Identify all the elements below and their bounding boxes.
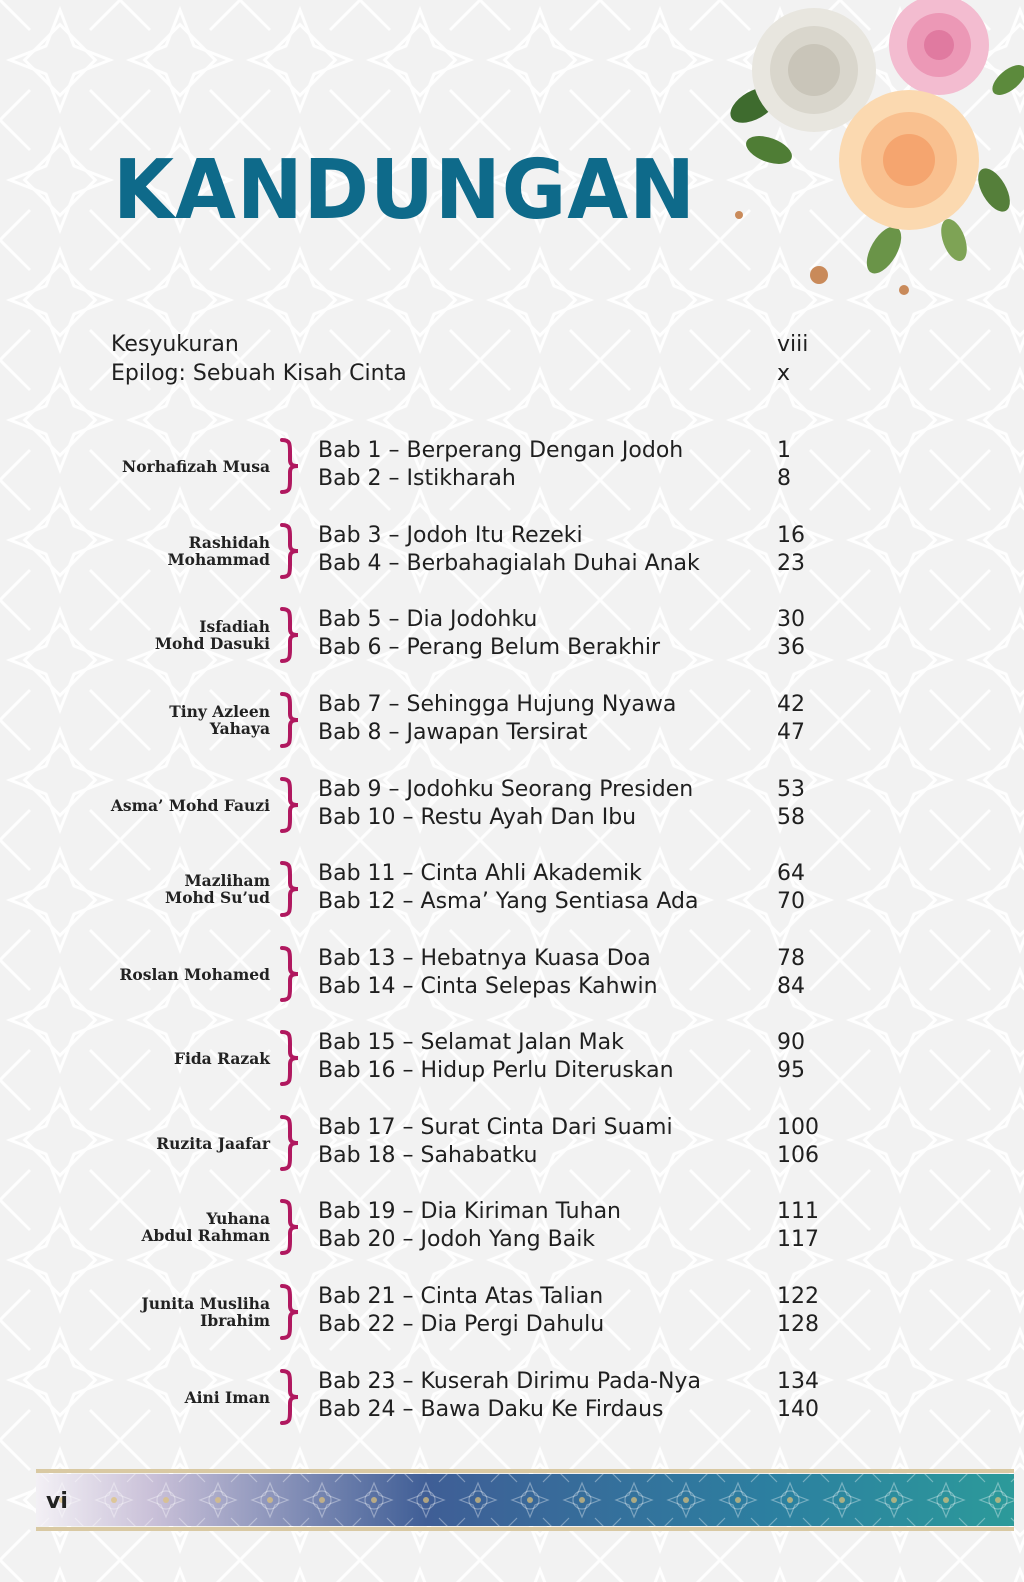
floral-roses-icon bbox=[694, 0, 1024, 330]
chapter-group bbox=[0, 1113, 1024, 1173]
chapter-title: Bab 10 – Restu Ayah Dan Ibu bbox=[318, 805, 637, 830]
chapter-page: 16 bbox=[777, 523, 805, 548]
chapter-group bbox=[0, 1367, 1024, 1427]
author-line: Yahaya bbox=[209, 719, 270, 738]
author-line: Junita Musliha bbox=[141, 1294, 270, 1313]
curly-brace-icon bbox=[276, 1199, 302, 1255]
chapter-title: Bab 6 – Perang Belum Berakhir bbox=[318, 635, 661, 660]
chapter-page: 47 bbox=[777, 720, 805, 745]
chapter-title: Bab 24 – Bawa Daku Ke Firdaus bbox=[318, 1397, 664, 1422]
curly-brace-icon bbox=[276, 946, 302, 1002]
chapter-page: 122 bbox=[777, 1284, 819, 1309]
chapter-page: 106 bbox=[777, 1143, 819, 1168]
chapter-group bbox=[0, 1028, 1024, 1088]
author-name bbox=[70, 859, 270, 919]
chapter-title: Bab 12 – Asma’ Yang Sentiasa Ada bbox=[318, 889, 699, 914]
chapter-group bbox=[0, 436, 1024, 496]
author-line: Mohammad bbox=[167, 550, 270, 569]
curly-brace-icon bbox=[276, 692, 302, 748]
chapter-title: Bab 18 – Sahabatku bbox=[318, 1143, 538, 1168]
chapter-page: 30 bbox=[777, 607, 805, 632]
chapter-group bbox=[0, 859, 1024, 919]
chapter-title: Bab 11 – Cinta Ahli Akademik bbox=[318, 861, 642, 886]
chapter-title: Bab 9 – Jodohku Seorang Presiden bbox=[318, 777, 694, 802]
curly-brace-icon bbox=[276, 438, 302, 494]
chapter-title: Bab 15 – Selamat Jalan Mak bbox=[318, 1030, 624, 1055]
chapter-title: Bab 3 – Jodoh Itu Rezeki bbox=[318, 523, 583, 548]
chapter-title: Bab 17 – Surat Cinta Dari Suami bbox=[318, 1115, 673, 1140]
chapter-title: Bab 8 – Jawapan Tersirat bbox=[318, 720, 588, 745]
author-name bbox=[70, 1367, 270, 1427]
author-line: Ruzita Jaafar bbox=[156, 1133, 270, 1153]
chapter-title: Bab 7 – Sehingga Hujung Nyawa bbox=[318, 692, 677, 717]
chapter-title: Bab 1 – Berperang Dengan Jodoh bbox=[318, 438, 684, 463]
chapter-page: 8 bbox=[777, 466, 791, 491]
chapter-title: Bab 21 – Cinta Atas Talian bbox=[318, 1284, 604, 1309]
chapter-title: Bab 4 – Berbahagialah Duhai Anak bbox=[318, 551, 700, 576]
author-line: Roslan Mohamed bbox=[119, 964, 270, 984]
author-line: Yuhana bbox=[206, 1209, 270, 1228]
chapter-page: 70 bbox=[777, 889, 805, 914]
author-line: Ibrahim bbox=[200, 1311, 270, 1330]
author-line: Isfadiah bbox=[199, 617, 270, 636]
chapter-page: 64 bbox=[777, 861, 805, 886]
curly-brace-icon bbox=[276, 777, 302, 833]
author-name bbox=[70, 775, 270, 835]
front-matter-page: x bbox=[777, 361, 791, 386]
curly-brace-icon bbox=[276, 1030, 302, 1086]
front-matter-row bbox=[111, 330, 831, 359]
author-name bbox=[70, 1028, 270, 1088]
author-name bbox=[70, 1113, 270, 1173]
author-name bbox=[70, 1282, 270, 1342]
curly-brace-icon bbox=[276, 607, 302, 663]
curly-brace-icon bbox=[276, 1115, 302, 1171]
chapter-title: Bab 14 – Cinta Selepas Kahwin bbox=[318, 974, 658, 999]
chapter-group bbox=[0, 775, 1024, 835]
chapter-page: 117 bbox=[777, 1227, 819, 1252]
author-line: Abdul Rahman bbox=[141, 1226, 270, 1245]
author-line: Mohd Dasuki bbox=[154, 634, 270, 653]
author-line: Fida Razak bbox=[173, 1048, 270, 1068]
chapter-title: Bab 19 – Dia Kiriman Tuhan bbox=[318, 1199, 621, 1224]
chapter-title: Bab 5 – Dia Jodohku bbox=[318, 607, 538, 632]
chapter-page: 140 bbox=[777, 1397, 819, 1422]
front-matter bbox=[111, 330, 831, 388]
chapter-page: 1 bbox=[777, 438, 791, 463]
chapter-group bbox=[0, 521, 1024, 581]
chapter-page: 134 bbox=[777, 1369, 819, 1394]
author-name bbox=[70, 690, 270, 750]
author-name bbox=[70, 944, 270, 1004]
chapter-page: 53 bbox=[777, 777, 805, 802]
author-line: Rashidah bbox=[188, 533, 270, 552]
chapter-page: 58 bbox=[777, 805, 805, 830]
curly-brace-icon bbox=[276, 861, 302, 917]
curly-brace-icon bbox=[276, 1284, 302, 1340]
chapter-page: 128 bbox=[777, 1312, 819, 1337]
front-matter-label: Kesyukuran bbox=[111, 332, 239, 357]
chapter-page: 100 bbox=[777, 1115, 819, 1140]
chapter-title: Bab 23 – Kuserah Dirimu Pada-Nya bbox=[318, 1369, 701, 1394]
chapter-page: 42 bbox=[777, 692, 805, 717]
chapter-page: 84 bbox=[777, 974, 805, 999]
author-name bbox=[70, 521, 270, 581]
footer-pattern-band bbox=[36, 1469, 1014, 1531]
front-matter-page: viii bbox=[777, 332, 809, 357]
chapter-title: Bab 16 – Hidup Perlu Diteruskan bbox=[318, 1058, 674, 1083]
chapter-page: 36 bbox=[777, 635, 805, 660]
chapter-group bbox=[0, 1197, 1024, 1257]
author-name bbox=[70, 605, 270, 665]
chapter-title: Bab 2 – Istikharah bbox=[318, 466, 516, 491]
chapter-page: 95 bbox=[777, 1058, 805, 1083]
author-line: Aini Iman bbox=[184, 1387, 270, 1407]
curly-brace-icon bbox=[276, 523, 302, 579]
author-line: Mohd Su’ud bbox=[165, 888, 270, 907]
chapter-group bbox=[0, 1282, 1024, 1342]
chapter-page: 23 bbox=[777, 551, 805, 576]
author-line: Norhafizah Musa bbox=[122, 456, 270, 476]
chapter-page: 111 bbox=[777, 1199, 819, 1224]
chapter-group bbox=[0, 944, 1024, 1004]
front-matter-label: Epilog: Sebuah Kisah Cinta bbox=[111, 361, 407, 386]
author-line: Asma’ Mohd Fauzi bbox=[110, 795, 270, 815]
chapter-page: 90 bbox=[777, 1030, 805, 1055]
page-number: vi bbox=[46, 1489, 68, 1514]
front-matter-row bbox=[111, 359, 831, 388]
curly-brace-icon bbox=[276, 1369, 302, 1425]
chapter-title: Bab 20 – Jodoh Yang Baik bbox=[318, 1227, 596, 1252]
chapter-title: Bab 22 – Dia Pergi Dahulu bbox=[318, 1312, 605, 1337]
chapter-group bbox=[0, 690, 1024, 750]
chapter-group bbox=[0, 605, 1024, 665]
author-name bbox=[70, 436, 270, 496]
page-title: KANDUNGAN bbox=[113, 143, 697, 238]
author-name bbox=[70, 1197, 270, 1257]
author-line: Tiny Azleen bbox=[169, 702, 270, 721]
chapter-page: 78 bbox=[777, 946, 805, 971]
chapter-title: Bab 13 – Hebatnya Kuasa Doa bbox=[318, 946, 651, 971]
author-line: Mazliham bbox=[184, 871, 270, 890]
